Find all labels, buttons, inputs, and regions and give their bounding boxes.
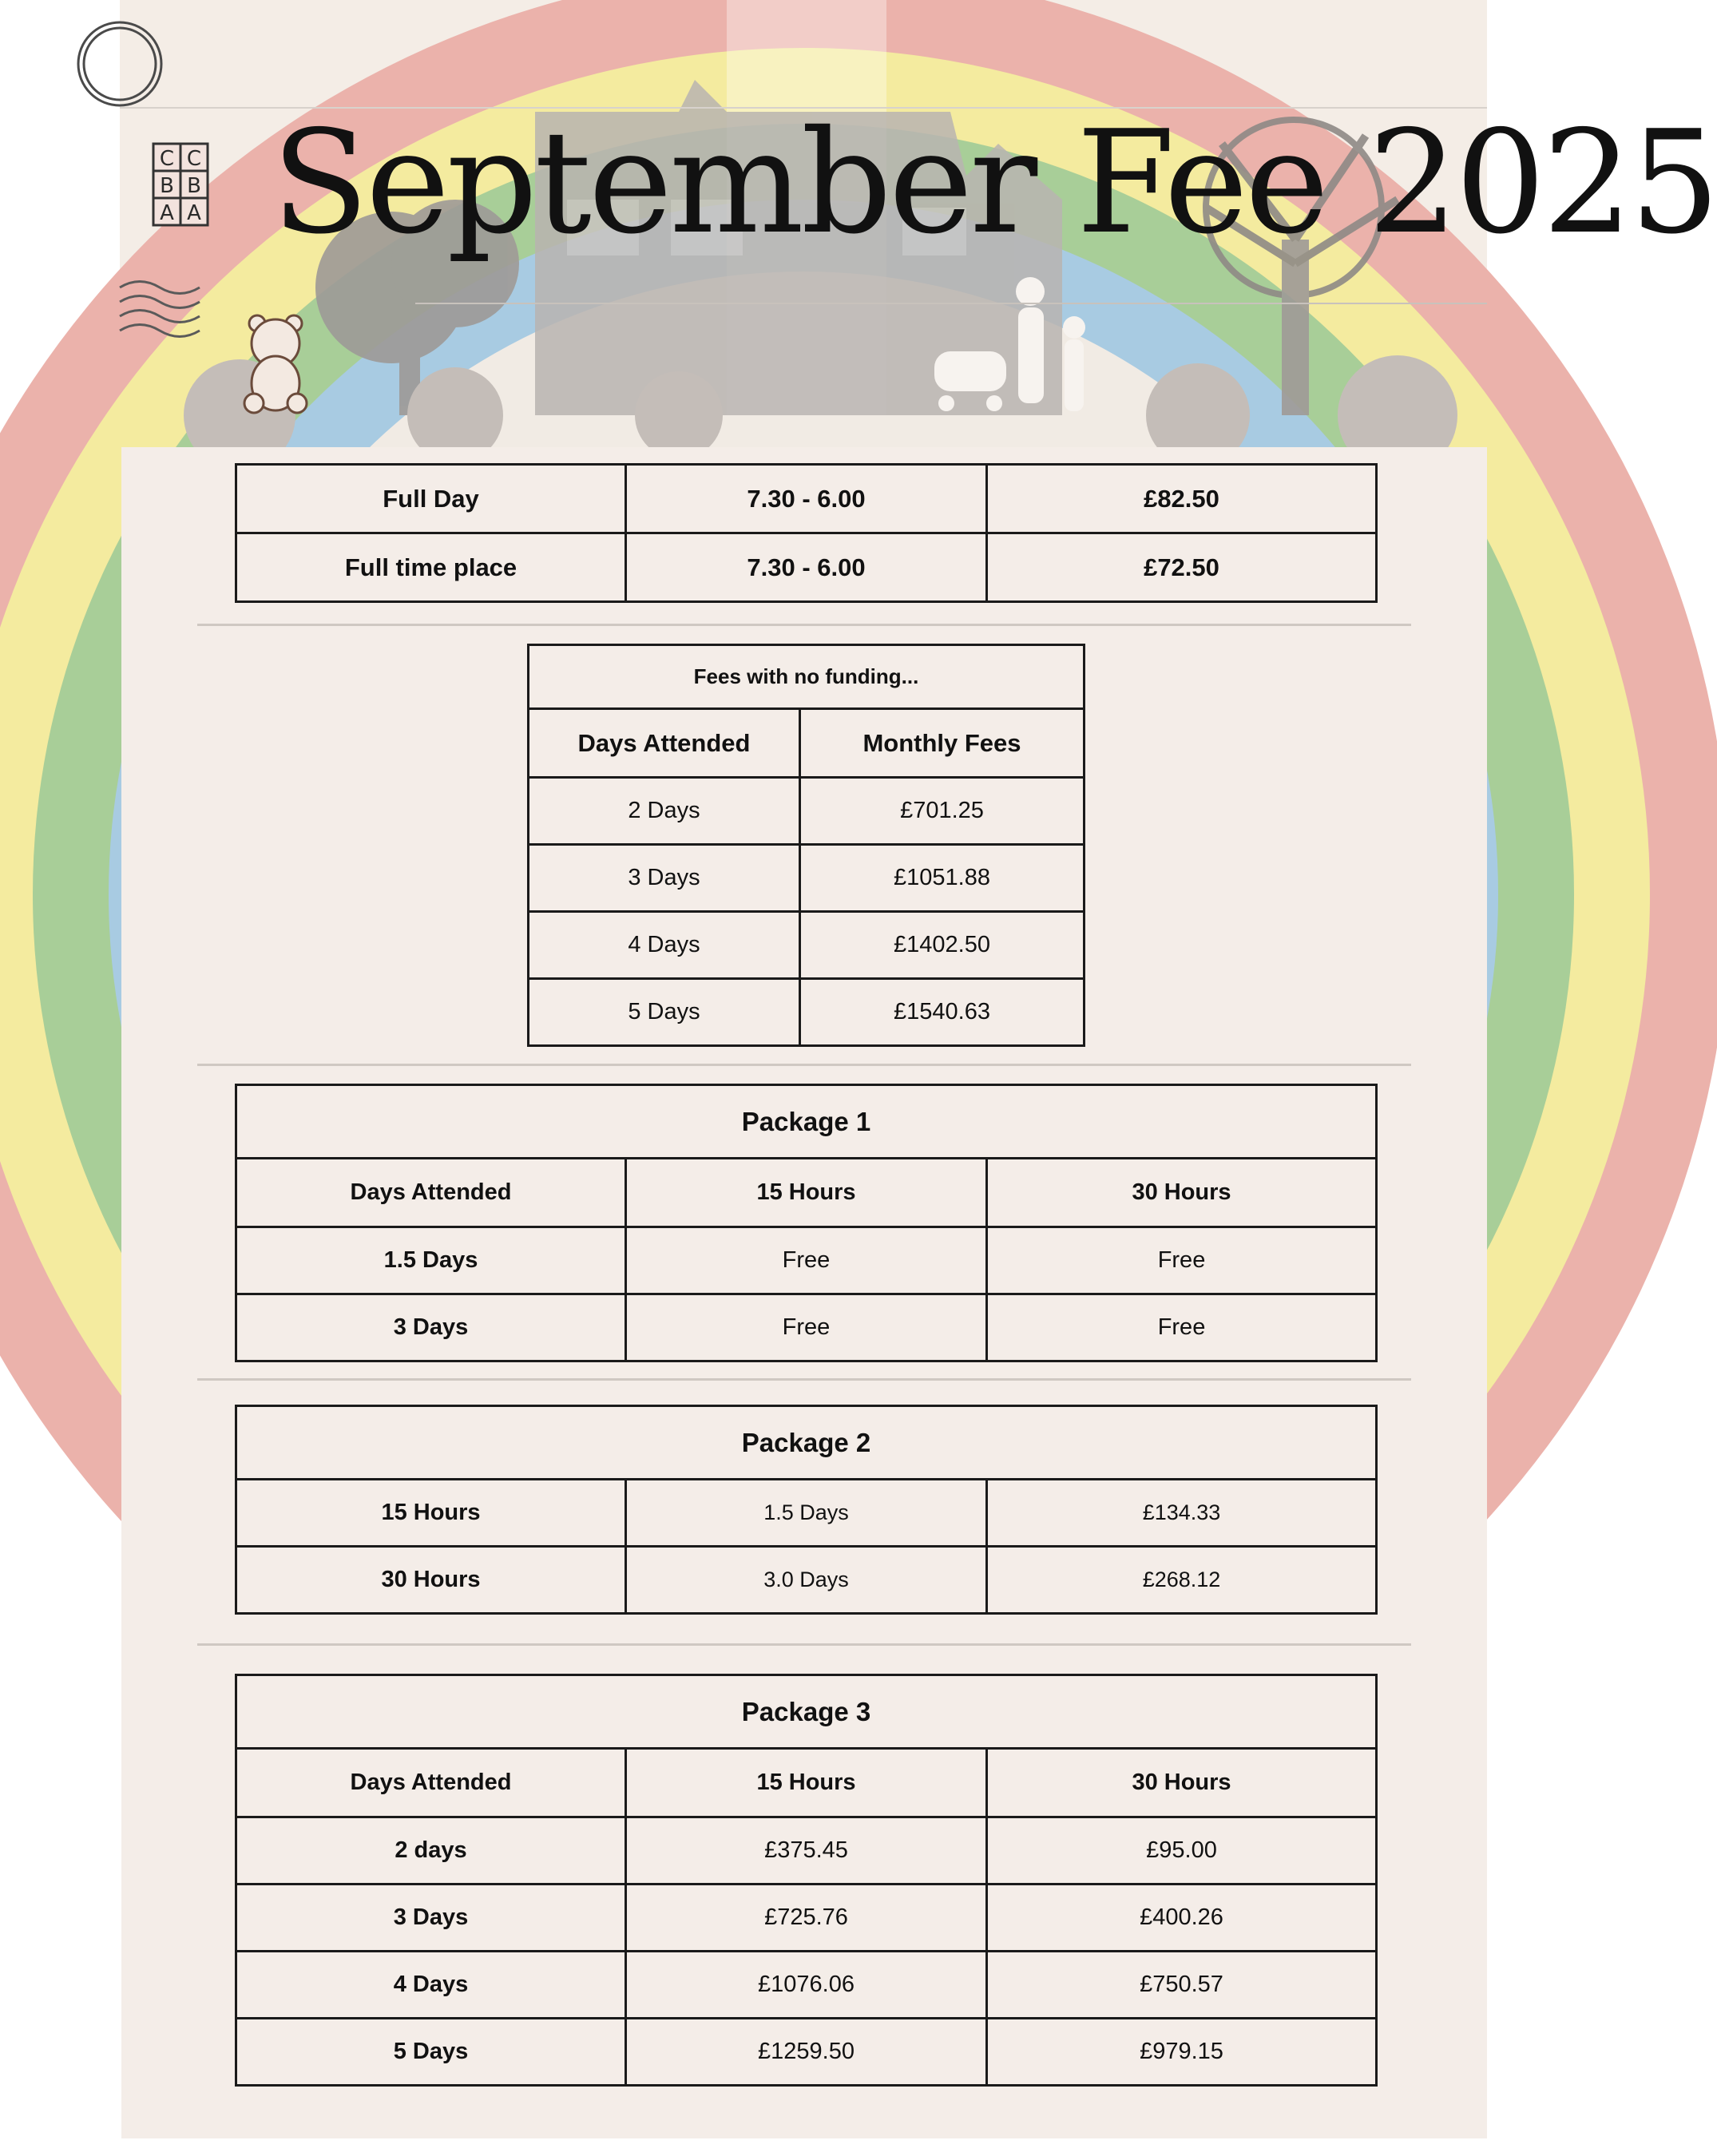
table-row [529, 645, 1085, 709]
hours-cell: 30 Hours [236, 1547, 626, 1614]
svg-text:B: B [160, 174, 174, 198]
hours-15-cell: £375.45 [626, 1817, 987, 1885]
table-row [236, 1885, 1377, 1952]
daily-rates-table [235, 463, 1378, 603]
table-row [529, 845, 1085, 912]
table-row [236, 1406, 1377, 1480]
table-row [236, 2019, 1377, 2086]
hours-30-cell: Free [987, 1294, 1377, 1361]
hours-15-cell: Free [626, 1294, 987, 1361]
fee-cell: £1402.50 [800, 912, 1085, 979]
rate-price: £82.50 [987, 465, 1377, 533]
fee-cell: £1540.63 [800, 979, 1085, 1046]
column-header: 30 Hours [987, 1749, 1377, 1817]
hours-15-cell: £725.76 [626, 1885, 987, 1952]
package-1-table [235, 1084, 1378, 1362]
hours-30-cell: £750.57 [987, 1952, 1377, 2019]
divider [197, 1643, 1411, 1646]
table-row [236, 1952, 1377, 2019]
price-cell: £268.12 [987, 1547, 1377, 1614]
days-cell: 2 Days [529, 778, 800, 845]
column-header: 15 Hours [626, 1749, 987, 1817]
table-row [529, 778, 1085, 845]
hours-15-cell: £1259.50 [626, 2019, 987, 2086]
rate-label: Full Day [236, 465, 626, 533]
days-cell: 1.5 Days [626, 1480, 987, 1547]
hours-30-cell: £95.00 [987, 1817, 1377, 1885]
table-row [236, 1547, 1377, 1614]
table-row [236, 1085, 1377, 1159]
svg-text:C: C [186, 147, 202, 171]
hours-cell: 15 Hours [236, 1480, 626, 1547]
divider [197, 1378, 1411, 1381]
column-header: Days Attended [236, 1749, 626, 1817]
column-header: Days Attended [529, 709, 800, 778]
rate-price: £72.50 [987, 533, 1377, 602]
table-row [529, 709, 1085, 778]
hours-30-cell: £979.15 [987, 2019, 1377, 2086]
column-header: Monthly Fees [800, 709, 1085, 778]
table-row [236, 465, 1377, 533]
fee-cell: £1051.88 [800, 845, 1085, 912]
rate-label: Full time place [236, 533, 626, 602]
days-cell: 3 Days [529, 845, 800, 912]
days-cell: 5 Days [529, 979, 800, 1046]
fee-cell: £701.25 [800, 778, 1085, 845]
days-cell: 1.5 Days [236, 1227, 626, 1294]
table-row [236, 1675, 1377, 1749]
days-cell: 3 Days [236, 1885, 626, 1952]
days-cell: 4 Days [236, 1952, 626, 2019]
table-row [529, 979, 1085, 1046]
package-title: Package 3 [236, 1675, 1377, 1749]
package-3-table [235, 1674, 1378, 2087]
svg-text:C: C [159, 147, 175, 171]
days-cell: 4 Days [529, 912, 800, 979]
package-title: Package 2 [236, 1406, 1377, 1480]
table-row [236, 1817, 1377, 1885]
column-header: 15 Hours [626, 1159, 987, 1227]
page-title: September Fee 2025 [272, 100, 1717, 265]
fees-panel [121, 447, 1487, 2138]
rate-time: 7.30 - 6.00 [626, 533, 987, 602]
column-header: 30 Hours [987, 1159, 1377, 1227]
rate-time: 7.30 - 6.00 [626, 465, 987, 533]
hours-30-cell: £400.26 [987, 1885, 1377, 1952]
hours-30-cell: Free [987, 1227, 1377, 1294]
divider [197, 624, 1411, 626]
alphabet-blocks-icon [153, 144, 208, 225]
divider [197, 1064, 1411, 1066]
hours-15-cell: Free [626, 1227, 987, 1294]
table-row [236, 533, 1377, 602]
column-header: Days Attended [236, 1159, 626, 1227]
svg-text:A: A [160, 201, 174, 225]
no-funding-table [527, 644, 1085, 1047]
package-2-table [235, 1405, 1378, 1615]
header-banner [120, 0, 1717, 415]
table-row [236, 1159, 1377, 1227]
no-funding-caption: Fees with no funding... [529, 645, 1085, 709]
table-row [236, 1294, 1377, 1361]
table-row [529, 912, 1085, 979]
table-row [236, 1227, 1377, 1294]
table-row [236, 1480, 1377, 1547]
hours-15-cell: £1076.06 [626, 1952, 987, 2019]
days-cell: 3.0 Days [626, 1547, 987, 1614]
svg-text:B: B [187, 174, 201, 198]
table-row [236, 1749, 1377, 1817]
svg-text:A: A [187, 201, 201, 225]
days-cell: 5 Days [236, 2019, 626, 2086]
days-cell: 3 Days [236, 1294, 626, 1361]
package-title: Package 1 [236, 1085, 1377, 1159]
days-cell: 2 days [236, 1817, 626, 1885]
price-cell: £134.33 [987, 1480, 1377, 1547]
